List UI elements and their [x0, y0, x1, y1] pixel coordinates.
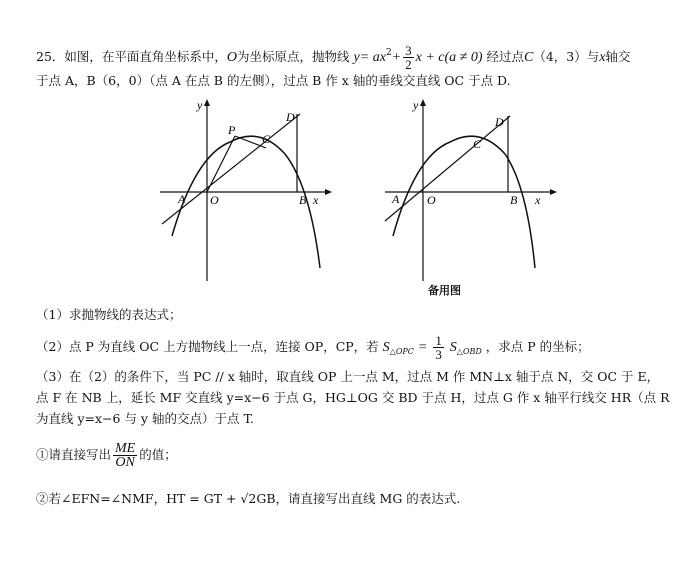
point-c-coord: （4，3）与 [533, 49, 600, 64]
point-c-name: C [524, 50, 534, 65]
label-o-2: O [427, 193, 436, 207]
sub-question-1-text-b: 的值； [139, 447, 177, 462]
on-denominator: ON [115, 455, 135, 470]
problem-line-2: 于点 A，B（6，0）（点 A 在点 B 的左侧），过点 B 作 x 轴的垂线交直线 OC 于点 D. [36, 73, 511, 88]
figure-main [150, 96, 335, 286]
problem-text-1c: 经过点 [486, 49, 525, 64]
label-c-2: C [473, 137, 482, 151]
question-3-line-2: 点 F 在 NB 上，延长 MF 交直线 y=x−6 于点 G，HG⊥OG 交 BD 于点 H，过点 G 作 x 轴平行线交 HR（点 R [36, 390, 670, 405]
x-axis-arrow [325, 189, 332, 195]
label-c: C [262, 132, 271, 146]
parabola-curve [172, 136, 320, 268]
parabola-square: 2 [385, 48, 392, 58]
problem-text-1d: 轴交 [605, 49, 631, 64]
label-b: B [299, 193, 307, 207]
question-2 [36, 334, 590, 361]
label-x-2: x [535, 193, 541, 207]
label-d: D [286, 110, 295, 124]
label-o: O [210, 193, 219, 207]
backup-figure-caption: 备用图 [428, 284, 461, 297]
one-third-fraction [433, 334, 444, 361]
problem-line-1 [36, 44, 631, 71]
segment-op [207, 136, 235, 192]
figure-main-svg [150, 96, 335, 286]
fraction-denominator: 2 [405, 57, 412, 72]
area-s-opc-sub: △OPC [389, 347, 414, 356]
label-y: y [197, 98, 203, 112]
parabola-y: y [353, 50, 360, 65]
area-s-obd-sub: △OBD [456, 347, 482, 356]
one-third-den: 3 [435, 347, 442, 362]
equals-sign: = [417, 340, 428, 355]
me-numerator: ME [115, 441, 136, 456]
label-x: x [313, 193, 319, 207]
area-s-opc: S [382, 340, 390, 355]
me-on-fraction [113, 442, 137, 469]
origin-letter: O [226, 50, 238, 65]
label-a: A [178, 192, 186, 206]
question-3-line-3: 为直线 y=x−6 与 y 轴的交点）于点 T. [36, 411, 254, 426]
label-p: P [228, 123, 236, 137]
x-axis-word: x [599, 50, 606, 65]
parabola-plus: + [391, 50, 402, 65]
sub-question-2: ②若∠EFN=∠NMF，HT = GT + √2GB，请直接写出直线 MG 的表达式. [36, 491, 461, 506]
fraction-numerator: 3 [405, 43, 412, 58]
x-axis-arrow-2 [550, 189, 557, 195]
question-2-text-b: ，求点 P 的坐标； [485, 339, 590, 354]
y-axis-arrow [204, 99, 210, 106]
problem-number: 25． [36, 49, 65, 64]
problem-text-1b: 为坐标原点，抛物线 [237, 49, 350, 64]
question-3-line-1: （3）在（2）的条件下，当 PC // x 轴时，取直线 OP 上一点 M，过点 M 作 MN⊥x 轴于点 N，交 OC 于 E， [36, 369, 660, 384]
area-s-obd: S [449, 340, 457, 355]
one-third-num: 1 [435, 333, 442, 348]
sub-question-1-text-a: ①请直接写出 [36, 447, 112, 462]
label-d-2: D [495, 115, 504, 129]
line-od-2 [385, 116, 510, 221]
label-y-2: y [413, 98, 419, 112]
question-2-text-a: （2）点 P 为直线 OC 上方抛物线上一点，连接 OP，CP，若 [36, 339, 379, 354]
y-axis-arrow-2 [420, 99, 426, 106]
figure-backup-svg [375, 96, 560, 286]
question-1: （1）求抛物线的表达式； [36, 307, 182, 322]
sub-question-1 [36, 442, 177, 469]
figure-backup [375, 96, 560, 286]
parabola-eq-part1: = ax [359, 50, 386, 65]
label-a-2: A [392, 192, 400, 206]
problem-text-1a: 如图，在平面直角坐标系中， [64, 49, 227, 64]
parabola-fraction [403, 44, 414, 71]
parabola-eq-part2: x + c(a ≠ 0) [415, 50, 483, 65]
label-b-2: B [510, 193, 518, 207]
